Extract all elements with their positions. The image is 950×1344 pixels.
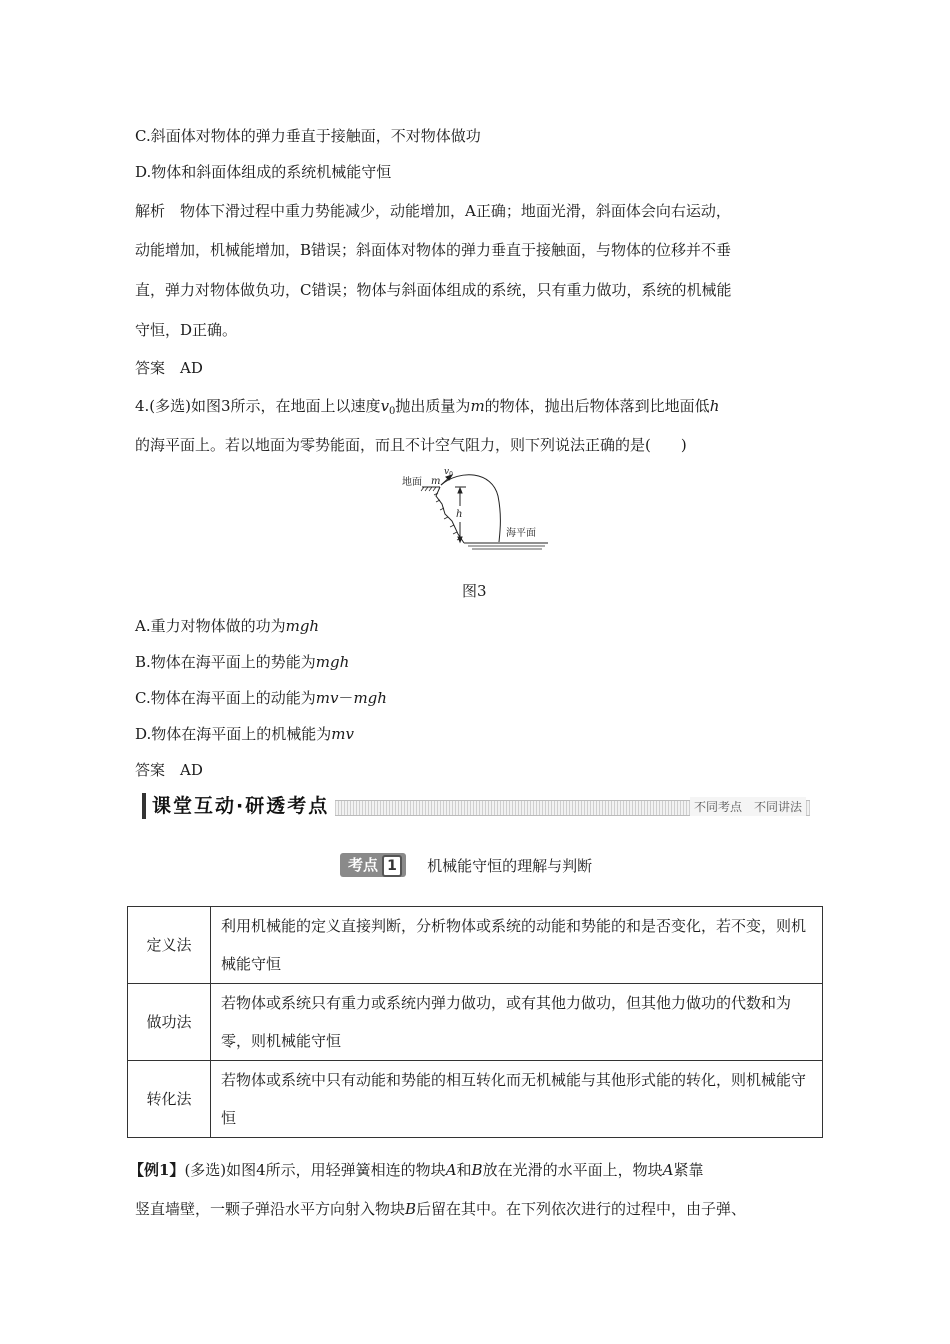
example-1-line-1: 【例1】(多选)如图4所示，用轻弹簧相连的物块A和B放在光滑的水平面上，物块A紧靠 [129,1161,704,1179]
label-v0: $v_0$ [444,467,453,478]
method-description: 若物体或系统只有重力或系统内弹力做功，或有其他力做功，但其他力做功的代数和为零，则机械能守恒 [211,984,823,1061]
method-description: 利用机械能的定义直接判断，分析物体或系统的动能和势能的和是否变化，若不变，则机械能守恒 [211,907,823,984]
method-description: 若物体或系统中只有动能和势能的相互转化而无机械能与其他形式能的转化，则机械能守恒 [211,1061,823,1138]
answer-prev: 答案 AD [135,359,203,377]
table-row [128,1061,823,1138]
option-d-prev: D.物体和斜面体组成的系统机械能守恒 [135,163,392,181]
analysis-line-2: 动能增加，机械能增加，B错误；斜面体对物体的弹力垂直于接触面，与物体的位移并不垂 [135,241,732,259]
analysis-line-3: 直，弹力对物体做负功，C错误；物体与斜面体组成的系统，只有重力做功，系统的机械能 [135,281,732,299]
label-h: h [456,509,463,520]
figure-3-caption: 图3 [462,582,487,600]
analysis-line-1: 解析 物体下滑过程中重力势能减少，动能增加，A正确；地面光滑，斜面体会向右运动， [135,202,731,220]
label-m: m [431,476,441,487]
method-name: 转化法 [128,1061,211,1138]
analysis-line-4: 守恒，D正确。 [135,321,238,339]
q4-option-a: A.重力对物体做的功为mgh [135,617,320,635]
q4-answer: 答案 AD [135,761,203,779]
trajectory-curve [441,475,500,542]
topic-number: 1 [382,855,402,877]
section-banner [140,791,810,821]
method-name: 做功法 [128,984,211,1061]
table-row [128,984,823,1061]
topic-badge: 考点 1 [340,853,406,877]
banner-tags: 不同考点 不同讲法 [690,797,806,816]
section-title: 课堂互动·研透考点 [142,793,335,819]
question-4-stem-line-2: 的海平面上。若以地面为零势能面，而且不计空气阻力，则下列说法正确的是( ) [135,436,687,454]
q4-option-b: B.物体在海平面上的势能为mgh [135,653,350,671]
figure-3-diagram [400,466,550,556]
q4-option-c: C.物体在海平面上的动能为mv－mgh [135,689,387,707]
q4-option-d: D.物体在海平面上的机械能为mv [135,725,354,743]
method-name: 定义法 [128,907,211,984]
topic-title: 机械能守恒的理解与判断 [427,857,593,875]
table-row [128,907,823,984]
example-tag: 【例1】 [129,1161,185,1179]
example-1-line-2: 竖直墙壁，一颗子弹沿水平方向射入物块B后留在其中。在下列依次进行的过程中，由子弹、 [135,1200,747,1218]
label-sea: 海平面 [506,528,536,539]
topic-heading [340,853,592,879]
question-4-stem-line-1: 4.(多选)如图3所示，在地面上以速度$v_0$抛出质量为m的物体，抛出后物体落到比地面低h [135,397,720,417]
option-c-prev: C.斜面体对物体的弹力垂直于接触面，不对物体做功 [135,127,481,145]
methods-table [127,906,823,1138]
label-ground: 地面 [402,477,422,488]
